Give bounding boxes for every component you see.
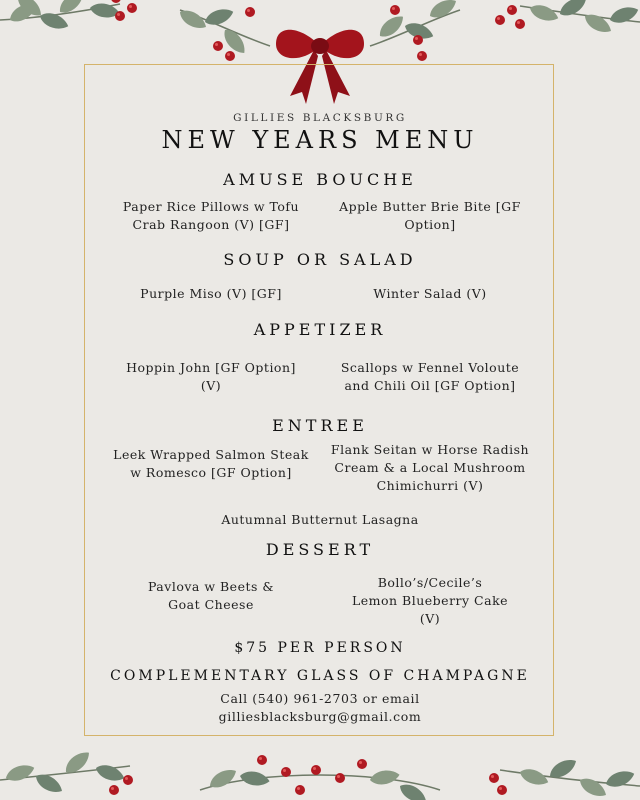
menu-item-scallops: Scallops w Fennel Voloute and Chili Oil [GF Option] bbox=[340, 360, 520, 393]
section-title-entree: ENTREE bbox=[272, 416, 368, 435]
champagne-note: COMPLEMENTARY GLASS OF CHAMPAGNE bbox=[110, 668, 530, 684]
menu-frame bbox=[84, 64, 554, 736]
section-title-dessert: DESSERT bbox=[265, 540, 375, 559]
menu-item-purple-miso: Purple Miso (V) [GF] bbox=[140, 286, 282, 301]
top-center-left-sprig-icon bbox=[177, 5, 270, 61]
menu-title: NEW YEARS MENU bbox=[161, 126, 479, 154]
top-center-right-sprig-icon bbox=[370, 0, 460, 61]
menu-item-butternut-lasagna: Autumnal Butternut Lasagna bbox=[221, 512, 419, 527]
menu-item-winter-salad: Winter Salad (V) bbox=[373, 286, 487, 301]
menu-item-flank-seitan: Flank Seitan w Horse Radish Cream & a Local Mushroom Chimichurri (V) bbox=[330, 442, 530, 493]
bottom-center-branch-icon bbox=[200, 755, 440, 800]
section-title-amuse-bouche: AMUSE BOUCHE bbox=[223, 170, 417, 189]
menu-item-pavlova: Pavlova w Beets & Goat Cheese bbox=[147, 579, 275, 612]
menu-item-rice-pillows: Paper Rice Pillows w Tofu Crab Rangoon (V) [GF] bbox=[122, 199, 300, 232]
section-title-soup-or-salad: SOUP OR SALAD bbox=[223, 250, 417, 269]
restaurant-name: GILLIES BLACKSBURG bbox=[233, 112, 407, 124]
menu-item-lemon-blueberry-cake: Bollo’s/Cecile’s Lemon Blueberry Cake (V) bbox=[351, 575, 509, 626]
price-per-person: $75 PER PERSON bbox=[234, 640, 406, 656]
menu-item-hoppin-john: Hoppin John [GF Option] (V) bbox=[126, 360, 296, 393]
top-right-branch-icon bbox=[495, 0, 640, 37]
menu-item-salmon-steak: Leek Wrapped Salmon Steak w Romesco [GF Option] bbox=[113, 447, 309, 480]
top-left-branch-icon bbox=[0, 0, 137, 33]
section-title-appetizer: APPETIZER bbox=[253, 320, 387, 339]
contact-info: Call (540) 961-2703 or email gilliesblacksburg@gmail.com bbox=[218, 691, 422, 724]
bottom-right-branch-icon bbox=[489, 755, 640, 800]
menu-item-brie-bite: Apple Butter Brie Bite [GF Option] bbox=[339, 199, 521, 232]
bottom-left-branch-icon bbox=[0, 748, 133, 797]
